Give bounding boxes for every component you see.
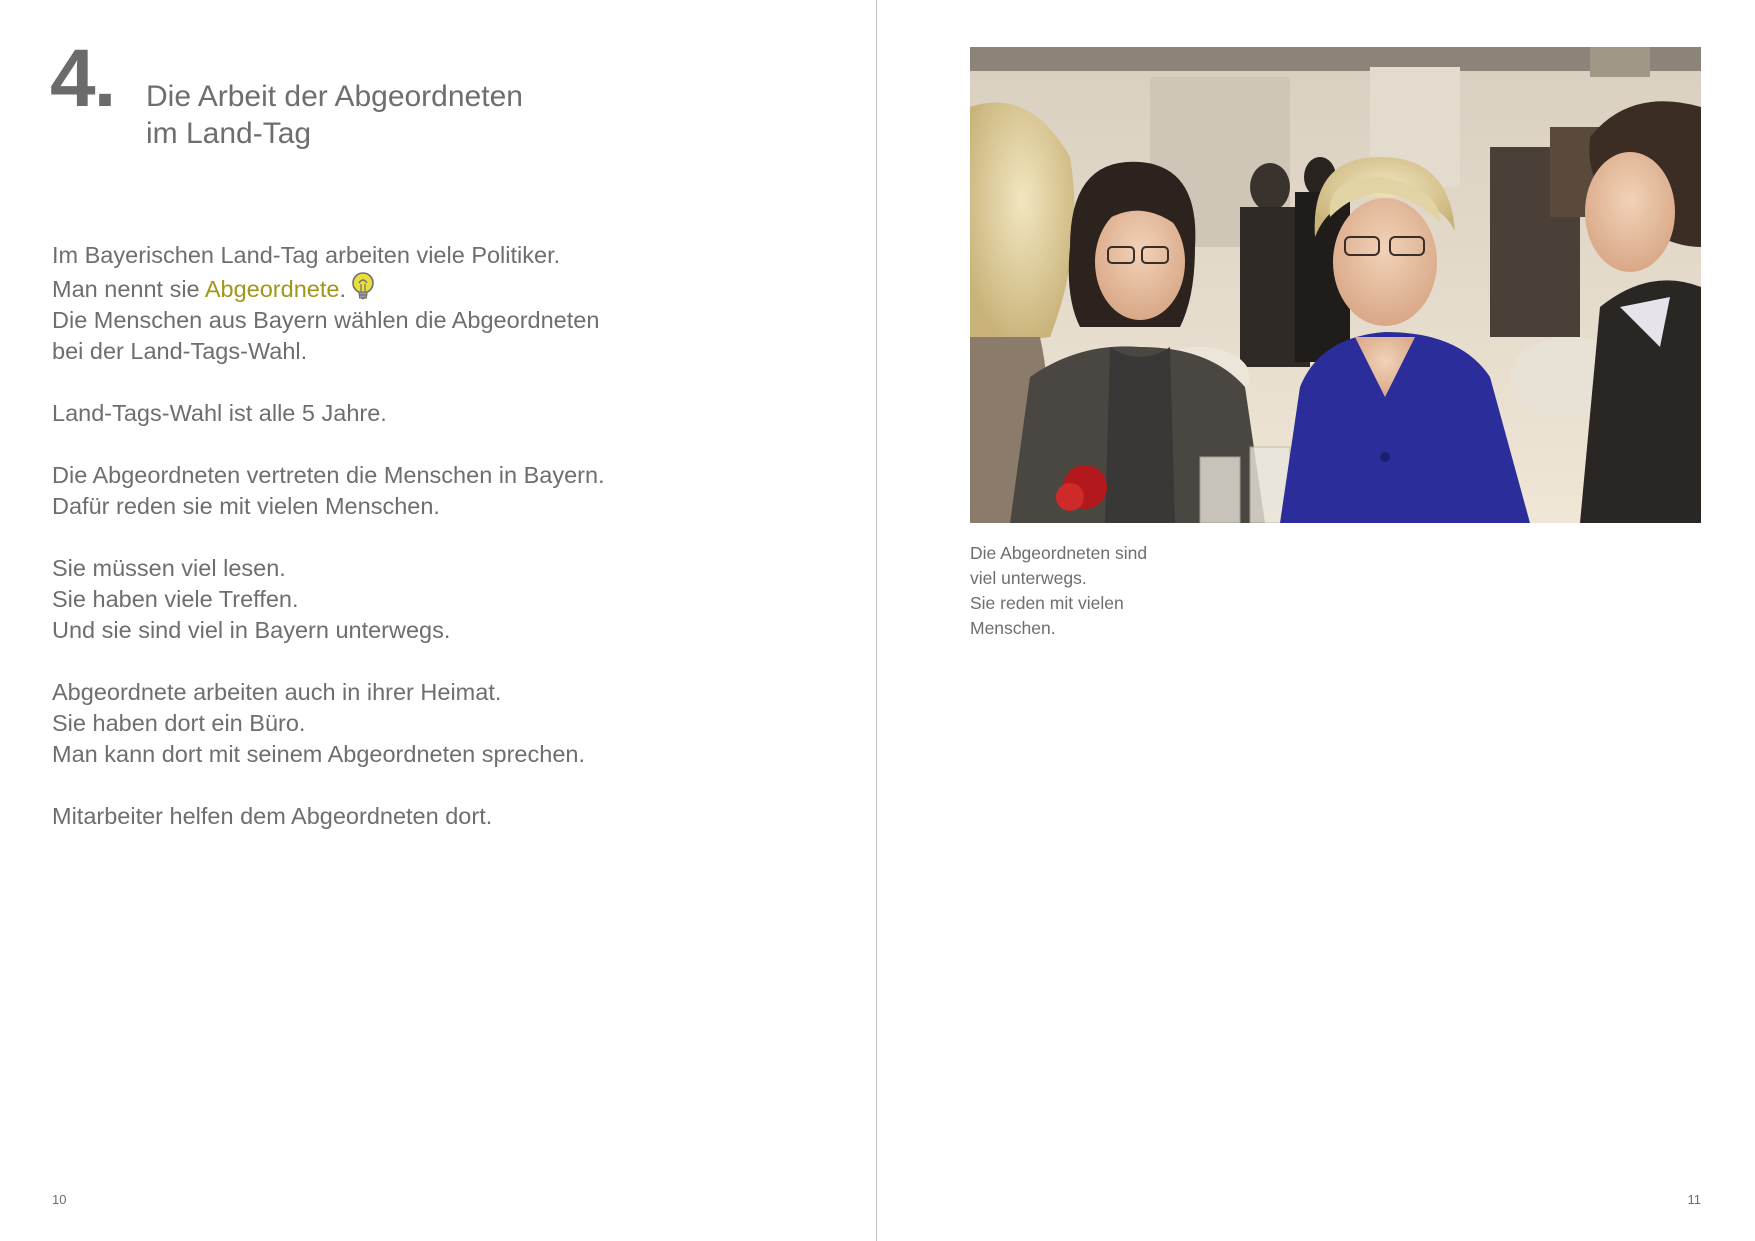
- text-line: Abgeordnete arbeiten auch in ihrer Heimat.: [52, 679, 502, 705]
- text-line: bei der Land-Tags-Wahl.: [52, 338, 308, 364]
- caption-line: viel unterwegs.: [970, 568, 1087, 588]
- caption-line: Die Abgeordneten sind: [970, 543, 1148, 563]
- chapter-title-line: im Land-Tag: [146, 117, 312, 150]
- text-line: Land-Tags-Wahl ist alle 5 Jahre.: [52, 400, 387, 426]
- group-conversation-photo: [970, 47, 1701, 523]
- caption-line: Menschen.: [970, 618, 1056, 638]
- text-line: [52, 271, 832, 305]
- right-page: [877, 0, 1755, 1241]
- chapter-title-line: Die Arbeit der Abgeordneten: [146, 80, 523, 113]
- paragraph: [52, 677, 832, 770]
- paragraph: [52, 553, 832, 646]
- glossary-term[interactable]: Abgeordnete: [204, 276, 340, 302]
- text-line: Und sie sind viel in Bayern unterwegs.: [52, 617, 451, 643]
- page-number: 10: [52, 1192, 67, 1207]
- text-line: Sie haben dort ein Büro.: [52, 710, 306, 736]
- text-line: Im Bayerischen Land-Tag arbeiten viele Politiker.: [52, 242, 561, 268]
- text-line: Sie müssen viel lesen.: [52, 555, 286, 581]
- body-text: [52, 240, 832, 863]
- text-line: Die Abgeordneten vertreten die Menschen in Bayern.: [52, 462, 605, 488]
- lightbulb-icon: [350, 271, 376, 303]
- text-fragment: .: [339, 276, 346, 302]
- photo-caption: [970, 541, 1270, 641]
- paragraph: [52, 460, 832, 522]
- chapter-title: [146, 78, 523, 152]
- paragraph: [52, 801, 832, 832]
- text-line: Man kann dort mit seinem Abgeordneten sprechen.: [52, 741, 585, 767]
- text-line: Die Menschen aus Bayern wählen die Abgeordneten: [52, 307, 600, 333]
- left-page: [0, 0, 876, 1241]
- page-number: 11: [1687, 1192, 1701, 1207]
- chapter-number: 4.: [50, 33, 115, 124]
- text-line: Dafür reden sie mit vielen Menschen.: [52, 493, 440, 519]
- text-line: Mitarbeiter helfen dem Abgeordneten dort.: [52, 803, 493, 829]
- paragraph: [52, 398, 832, 429]
- text-fragment: Man nennt sie: [52, 276, 205, 302]
- paragraph: [52, 240, 832, 367]
- text-line: Sie haben viele Treffen.: [52, 586, 299, 612]
- caption-line: Sie reden mit vielen: [970, 593, 1124, 613]
